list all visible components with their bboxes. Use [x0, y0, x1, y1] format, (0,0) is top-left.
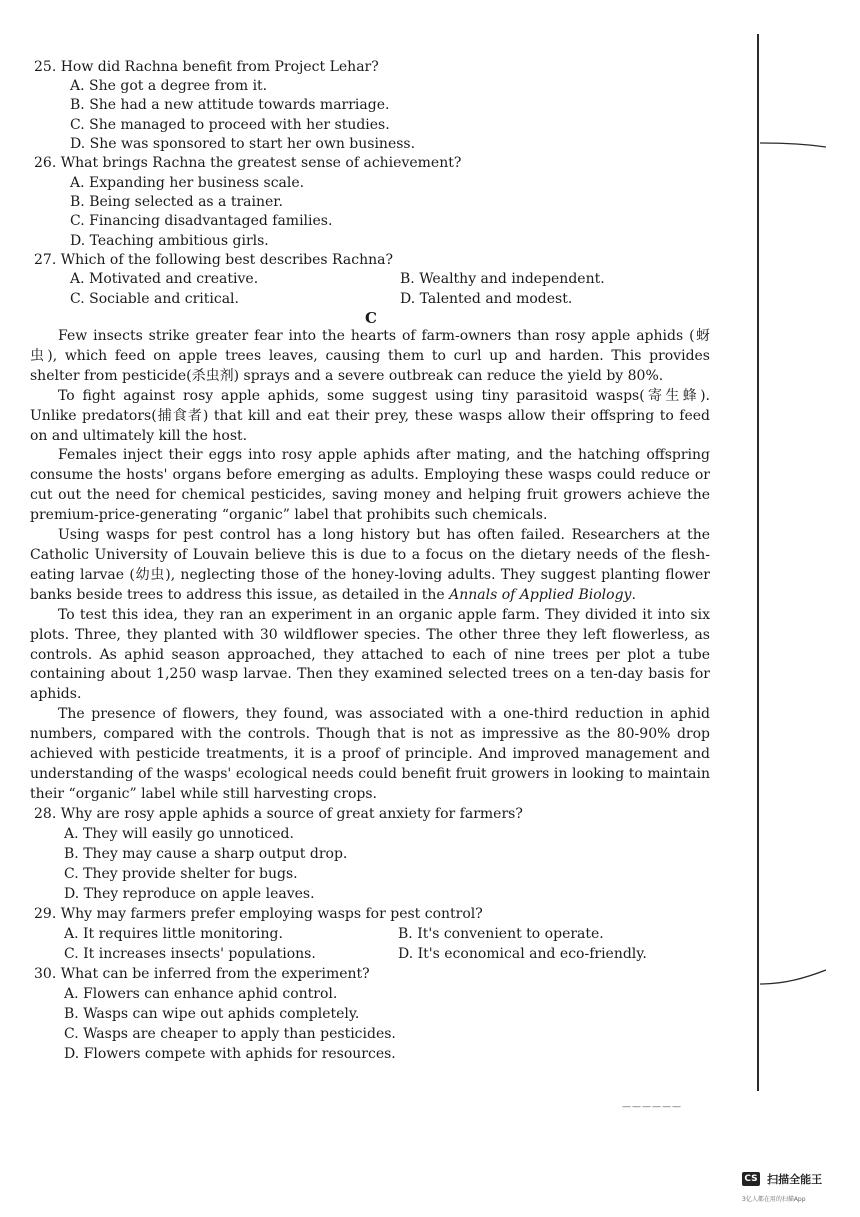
option: D. Flowers compete with aphids for resources.: [64, 1046, 396, 1062]
paragraph-end: .: [631, 586, 636, 603]
option: A. It requires little monitoring.: [64, 926, 283, 942]
option: D. Talented and modest.: [400, 291, 573, 307]
option: A. Expanding her business scale.: [70, 175, 305, 191]
option: A. They will easily go unnoticed.: [64, 826, 294, 842]
option: C. She managed to proceed with her studies.: [70, 117, 390, 133]
option: C. Sociable and critical.: [70, 291, 239, 307]
margin-tick-mark: [760, 142, 826, 148]
scanner-logo: CS: [742, 1172, 760, 1186]
question-stem: 29. Why may farmers prefer employing wasps for pest control?: [34, 906, 483, 922]
option: A. Flowers can enhance aphid control.: [64, 986, 338, 1002]
option: D. She was sponsored to start her own business.: [70, 136, 416, 152]
question-stem: 28. Why are rosy apple aphids a source of great anxiety for farmers?: [34, 806, 523, 822]
binding-margin-line: [757, 34, 759, 1091]
paragraph-text: Using wasps for pest control has a long history but has often failed. Researchers at the Catholic University of Louvain believe this is due to a focus on the dietary needs of the flesh-eating larvae (幼虫), neglecting those of the honey-loving adults. They suggest planting flower banks beside trees to address this issue, as detailed in the: [30, 527, 710, 603]
paragraph: To fight against rosy apple aphids, some suggest using tiny parasitoid wasps(寄生蜂). Unlike predators(捕食者) that kill and eat their prey, these wasps allow their offspring to feed on and ultimately kill the host.: [30, 387, 710, 444]
option: B. She had a new attitude towards marriage.: [70, 97, 390, 113]
option: B. Being selected as a trainer.: [70, 194, 283, 210]
option: D. Teaching ambitious girls.: [70, 233, 269, 249]
option: A. She got a degree from it.: [70, 78, 268, 94]
paragraph: The presence of flowers, they found, was associated with a one-third reduction in aphid numbers, compared with the controls. Though that is not as impressive as the 80-90% drop achieved with pesticide treatments, it is a proof of principle. And improved management and understanding of the wasps' ecological needs could benefit fruit growers in looking to maintain their “organic” label while still harvesting crops.: [30, 706, 710, 802]
question-stem: 25. How did Rachna benefit from Project Lehar?: [34, 59, 379, 75]
option: C. Financing disadvantaged families.: [70, 213, 333, 229]
section-label: C: [365, 309, 377, 327]
option: C. Wasps are cheaper to apply than pesticides.: [64, 1026, 396, 1042]
option: C. It increases insects' populations.: [64, 946, 316, 962]
option: A. Motivated and creative.: [70, 271, 259, 287]
option: B. Wasps can wipe out aphids completely.: [64, 1006, 360, 1022]
option: B. They may cause a sharp output drop.: [64, 846, 348, 862]
margin-tick-mark: [760, 968, 826, 988]
scanner-tagline: 3亿人都在用的扫描App: [742, 1196, 806, 1203]
option: D. They reproduce on apple leaves.: [64, 886, 315, 902]
paragraph: Few insects strike greater fear into the hearts of farm-owners than rosy apple aphids (蚜虫), which feed on apple trees leaves, causing them to curl up and harden. This provides shelter from pesticide(杀虫剂) sprays and a severe outbreak can reduce the yield by 80%.: [30, 328, 710, 384]
question-stem: 30. What can be inferred from the experiment?: [34, 966, 370, 982]
option: D. It's economical and eco-friendly.: [398, 946, 647, 962]
scanner-watermark: [742, 1168, 823, 1203]
paragraph: [30, 526, 710, 606]
scanner-app-name: 扫描全能王: [767, 1172, 823, 1186]
question-stem: 27. Which of the following best describes Rachna?: [34, 252, 393, 268]
option: B. Wealthy and independent.: [400, 271, 605, 287]
question-stem: 26. What brings Rachna the greatest sense of achievement?: [34, 155, 462, 171]
reading-passage: [30, 327, 710, 805]
journal-title: Annals of Applied Biology: [449, 586, 632, 603]
page-code: ——————: [622, 1102, 682, 1112]
paragraph: Females inject their eggs into rosy apple aphids after mating, and the hatching offspring consume the hosts' organs before emerging as adults. Employing these wasps could reduce or cut out the need for chemical pesticides, saving money and helping fruit growers achieve the premium-price-generating “organic” label that prohibits such chemicals.: [30, 447, 710, 524]
paragraph: To test this idea, they ran an experiment in an organic apple farm. They divided it into six plots. Three, they planted with 30 wildflower species. The other three they left flowerless, as controls. As aphid season approached, they attached to each of nine trees per plot a tube containing about 1,250 wasp larvae. Then they examined selected trees on a ten-day basis for aphids.: [30, 606, 710, 703]
option: B. It's convenient to operate.: [398, 926, 604, 942]
option: C. They provide shelter for bugs.: [64, 866, 298, 882]
